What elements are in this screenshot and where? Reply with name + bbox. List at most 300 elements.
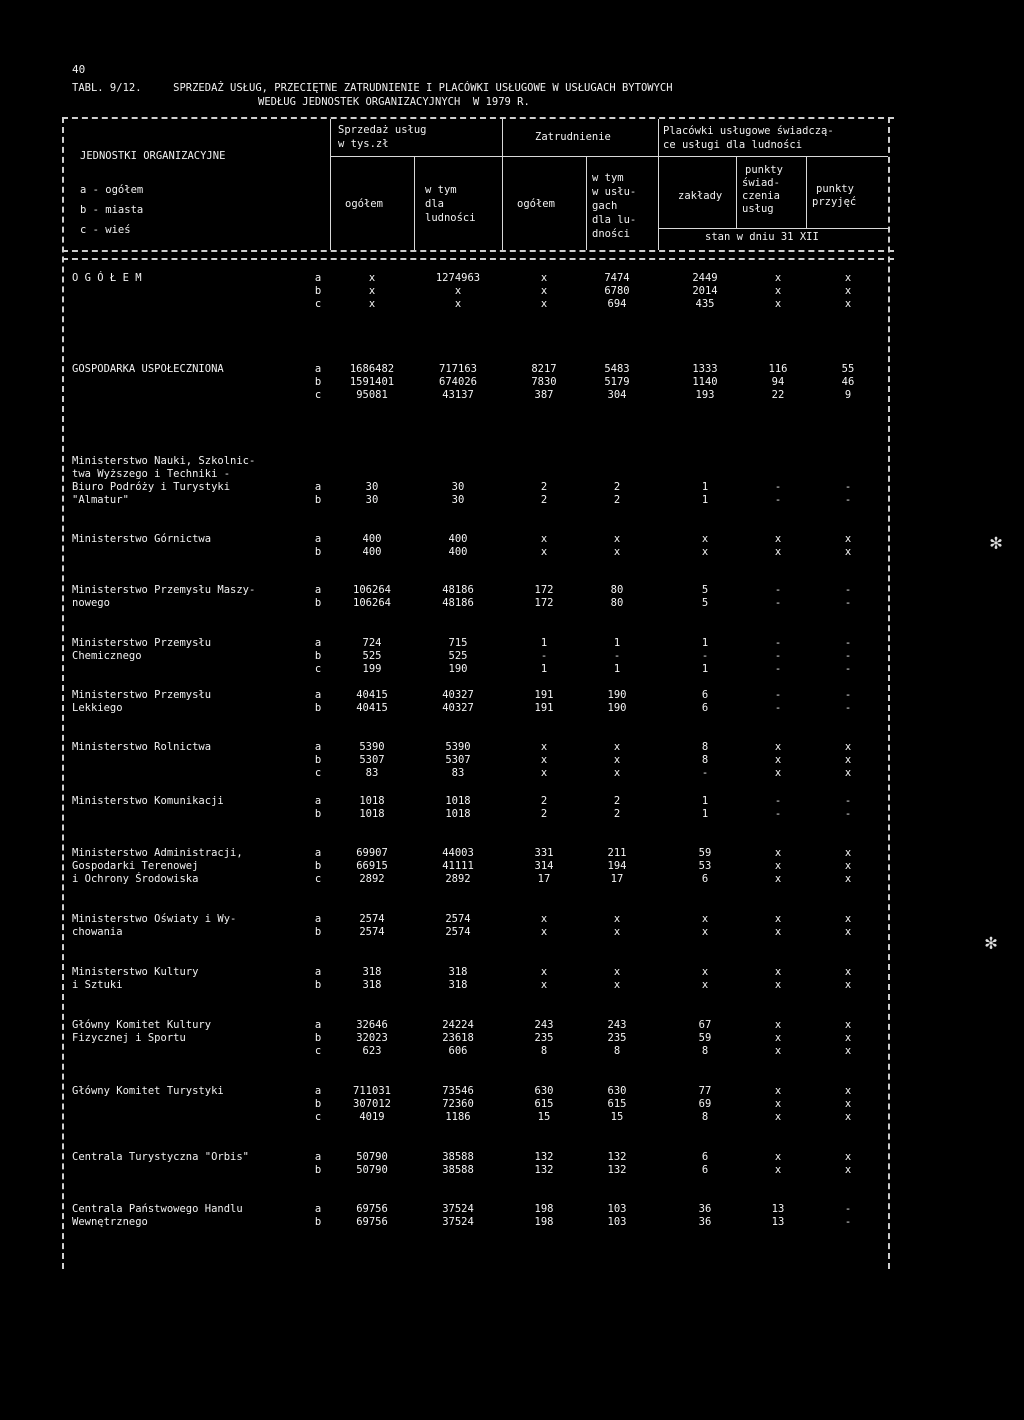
table-cell: 2 <box>613 481 621 493</box>
row-label: nowego <box>72 597 110 609</box>
table-cell: x <box>844 873 852 885</box>
places-points-2: świad- <box>742 177 780 189</box>
table-cell: 95081 <box>356 389 388 401</box>
table-cell: 132 <box>534 1164 554 1176</box>
table-cell: x <box>844 966 852 978</box>
row-key: c <box>314 1111 322 1123</box>
table-cell: 69907 <box>356 847 388 859</box>
table-cell: x <box>613 754 621 766</box>
row-key: b <box>314 979 322 991</box>
table-cell: 1 <box>613 637 621 649</box>
emp-total: ogółem <box>517 198 555 210</box>
table-cell: 8 <box>701 1045 709 1057</box>
table-cell: x <box>540 272 548 284</box>
table-cell: 1 <box>540 637 548 649</box>
table-cell: 5483 <box>604 363 630 375</box>
table-cell: - <box>774 795 782 807</box>
table-cell: 5179 <box>604 376 630 388</box>
table-cell: 1018 <box>359 795 385 807</box>
table-cell: - <box>844 702 852 714</box>
table-cell: - <box>844 584 852 596</box>
table-cell: 615 <box>534 1098 554 1110</box>
row-key: a <box>314 1019 322 1031</box>
table-cell: 30 <box>451 494 465 506</box>
places-recv-2: przyjęć <box>812 196 857 208</box>
row-key: a <box>314 1151 322 1163</box>
table-cell: 72360 <box>442 1098 474 1110</box>
table-cell: 83 <box>451 767 465 779</box>
table-cell: 94 <box>771 376 785 388</box>
table-cell: 15 <box>537 1111 551 1123</box>
table-cell: 2892 <box>445 873 471 885</box>
table-cell: 13 <box>771 1203 785 1215</box>
table-cell: 5390 <box>359 741 385 753</box>
table-cell: x <box>701 913 709 925</box>
row-key: c <box>314 389 322 401</box>
table-cell: x <box>774 873 782 885</box>
row-label: Gospodarki Terenowej <box>72 860 199 872</box>
row-key: b <box>314 860 322 872</box>
table-cell: - <box>613 650 621 662</box>
row-key: b <box>314 494 322 506</box>
table-cell: 17 <box>610 873 624 885</box>
row-key: b <box>314 926 322 938</box>
table-cell: 6 <box>701 1164 709 1176</box>
table-cell: x <box>774 754 782 766</box>
table-cell: 724 <box>362 637 382 649</box>
table-cell: 6 <box>701 689 709 701</box>
table-cell: - <box>774 584 782 596</box>
table-cell: 2 <box>540 808 548 820</box>
table-cell: x <box>774 1151 782 1163</box>
table-cell: x <box>844 1019 852 1031</box>
table-cell: 83 <box>365 767 379 779</box>
table-cell: x <box>540 767 548 779</box>
row-key: a <box>314 481 322 493</box>
table-cell: x <box>844 1098 852 1110</box>
table-cell: 67 <box>698 1019 712 1031</box>
table-cell: x <box>844 1151 852 1163</box>
row-key: b <box>314 650 322 662</box>
table-cell: 1 <box>613 663 621 675</box>
table-cell: 8 <box>701 754 709 766</box>
table-cell: 318 <box>362 966 382 978</box>
table-cell: 23618 <box>442 1032 474 1044</box>
table-cell: 4019 <box>359 1111 385 1123</box>
scan-smudge: ✻ <box>990 530 1003 554</box>
table-cell: x <box>844 847 852 859</box>
table-cell: 80 <box>610 597 624 609</box>
row-key: a <box>314 637 322 649</box>
table-cell: 6 <box>701 1151 709 1163</box>
row-key: a <box>314 363 322 375</box>
table-cell: 623 <box>362 1045 382 1057</box>
table-cell: 116 <box>768 363 788 375</box>
table-cell: 674026 <box>439 376 477 388</box>
table-cell: x <box>540 741 548 753</box>
table-cell: - <box>844 1216 852 1228</box>
table-cell: x <box>540 298 548 310</box>
row-label: Ministerstwo Nauki, Szkolnic- <box>72 455 256 467</box>
table-cell: x <box>774 979 782 991</box>
table-cell: x <box>844 1111 852 1123</box>
table-cell: 5 <box>701 584 709 596</box>
row-label: Centrala Turystyczna "Orbis" <box>72 1151 250 1163</box>
row-key: c <box>314 663 322 675</box>
row-key: a <box>314 847 322 859</box>
table-cell: x <box>540 966 548 978</box>
table-cell: 2574 <box>445 926 471 938</box>
table-cell: x <box>844 860 852 872</box>
table-cell: 69756 <box>356 1203 388 1215</box>
table-cell: 32646 <box>356 1019 388 1031</box>
table-cell: 132 <box>534 1151 554 1163</box>
table-cell: 8 <box>540 1045 548 1057</box>
sales-pop-2: dla <box>425 198 444 210</box>
table-cell: x <box>844 767 852 779</box>
row-label: Główny Komitet Turystyki <box>72 1085 224 1097</box>
table-cell: 400 <box>362 533 382 545</box>
table-cell: 307012 <box>353 1098 391 1110</box>
table-cell: 80 <box>610 584 624 596</box>
table-cell: x <box>844 979 852 991</box>
table-cell: - <box>844 494 852 506</box>
table-cell: 8 <box>701 741 709 753</box>
table-cell: x <box>613 741 621 753</box>
row-label: i Sztuki <box>72 979 123 991</box>
table-cell: x <box>774 741 782 753</box>
table-cell: 6 <box>701 873 709 885</box>
table-cell: 190 <box>448 663 468 675</box>
table-cell: 15 <box>610 1111 624 1123</box>
table-cell: 400 <box>362 546 382 558</box>
table-cell: 55 <box>841 363 855 375</box>
row-key: a <box>314 584 322 596</box>
table-cell: 40327 <box>442 702 474 714</box>
table-cell: 211 <box>607 847 627 859</box>
table-cell: 1 <box>701 795 709 807</box>
table-cell: x <box>540 979 548 991</box>
emp-serv-4: dla lu- <box>592 214 637 226</box>
table-cell: x <box>701 546 709 558</box>
table-cell: - <box>844 689 852 701</box>
table-cell: x <box>774 913 782 925</box>
table-cell: x <box>844 533 852 545</box>
row-label: Wewnętrznego <box>72 1216 148 1228</box>
table-cell: 2574 <box>359 913 385 925</box>
table-cell: x <box>540 754 548 766</box>
table-cell: 48186 <box>442 584 474 596</box>
row-key: a <box>314 1085 322 1097</box>
row-label: twa Wyższego i Techniki - <box>72 468 231 480</box>
row-key: b <box>314 808 322 820</box>
table-cell: 69 <box>698 1098 712 1110</box>
table-cell: x <box>613 546 621 558</box>
table-cell: x <box>613 926 621 938</box>
table-cell: 59 <box>698 847 712 859</box>
row-label: Ministerstwo Przemysłu <box>72 689 212 701</box>
table-cell: 193 <box>695 389 715 401</box>
table-cell: x <box>844 1032 852 1044</box>
table-cell: 318 <box>448 979 468 991</box>
table-cell: 2014 <box>692 285 718 297</box>
table-cell: 38588 <box>442 1151 474 1163</box>
table-cell: x <box>701 966 709 978</box>
row-label: Główny Komitet Kultury <box>72 1019 212 1031</box>
row-key: c <box>314 873 322 885</box>
row-key: b <box>314 1032 322 1044</box>
row-key: c <box>314 767 322 779</box>
table-cell: 525 <box>362 650 382 662</box>
row-key: a <box>314 913 322 925</box>
table-cell: x <box>774 272 782 284</box>
table-cell: - <box>774 481 782 493</box>
table-cell: 53 <box>698 860 712 872</box>
table-title: TABL. 9/12. SPRZEDAŻ USŁUG, PRZECIĘTNE ZATRUDNIENIE I PLACÓWKI USŁUGOWE W USŁUGACH BYTOWYCH <box>72 82 673 94</box>
table-cell: 36 <box>698 1216 712 1228</box>
table-cell: 198 <box>534 1216 554 1228</box>
table-cell: 2 <box>613 494 621 506</box>
table-cell: x <box>774 1019 782 1031</box>
row-label: O G Ó Ł E M <box>72 272 142 284</box>
table-cell: 400 <box>448 533 468 545</box>
table-cell: 314 <box>534 860 554 872</box>
table-cell: x <box>540 533 548 545</box>
table-cell: 66915 <box>356 860 388 872</box>
table-cell: 711031 <box>353 1085 391 1097</box>
emp-serv-1: w tym <box>592 172 624 184</box>
table-cell: - <box>844 1203 852 1215</box>
table-cell: 606 <box>448 1045 468 1057</box>
table-cell: x <box>774 1098 782 1110</box>
table-cell: 387 <box>534 389 554 401</box>
places-date: stan w dniu 31 XII <box>705 231 819 243</box>
sales-pop-1: w tym <box>425 184 457 196</box>
table-cell: - <box>774 494 782 506</box>
table-cell: - <box>540 650 548 662</box>
table-cell: x <box>844 913 852 925</box>
table-cell: x <box>844 754 852 766</box>
legend-a: a - ogółem <box>80 184 144 196</box>
table-cell: 106264 <box>353 597 391 609</box>
table-cell: x <box>844 546 852 558</box>
table-cell: 400 <box>448 546 468 558</box>
table-cell: - <box>844 663 852 675</box>
row-label: Ministerstwo Oświaty i Wy- <box>72 913 237 925</box>
table-cell: 2574 <box>445 913 471 925</box>
table-cell: x <box>613 533 621 545</box>
table-cell: - <box>774 663 782 675</box>
row-label: Ministerstwo Rolnictwa <box>72 741 212 753</box>
table-cell: 1 <box>701 481 709 493</box>
table-cell: 1 <box>701 808 709 820</box>
places-points-4: usług <box>742 203 774 215</box>
table-cell: x <box>844 1164 852 1176</box>
table-cell: 103 <box>607 1203 627 1215</box>
table-cell: x <box>774 298 782 310</box>
row-key: a <box>314 689 322 701</box>
table-cell: 1591401 <box>349 376 395 388</box>
table-cell: 50790 <box>356 1164 388 1176</box>
table-cell: 2892 <box>359 873 385 885</box>
table-cell: 73546 <box>442 1085 474 1097</box>
table-cell: - <box>844 795 852 807</box>
table-cell: 1 <box>701 637 709 649</box>
table-cell: x <box>613 979 621 991</box>
table-cell: 191 <box>534 689 554 701</box>
table-cell: 46 <box>841 376 855 388</box>
table-cell: 172 <box>534 597 554 609</box>
table-cell: 9 <box>844 389 852 401</box>
emp-serv-5: dności <box>592 228 630 240</box>
table-cell: 44003 <box>442 847 474 859</box>
table-cell: 2 <box>540 481 548 493</box>
table-cell: 40415 <box>356 689 388 701</box>
row-label: Fizycznej i Sportu <box>72 1032 186 1044</box>
table-cell: 132 <box>607 1164 627 1176</box>
unit-label: JEDNOSTKI ORGANIZACYJNE <box>80 150 226 162</box>
places-points-1: punkty <box>745 164 783 176</box>
table-cell: 2 <box>613 795 621 807</box>
sales-unit: w tys.zł <box>338 138 389 150</box>
sales-group: Sprzedaż usług <box>338 124 427 136</box>
row-label: i Ochrony Środowiska <box>72 873 199 885</box>
table-cell: 13 <box>771 1216 785 1228</box>
sales-pop-3: ludności <box>425 212 476 224</box>
row-label: Biuro Podróży i Turystyki <box>72 481 231 493</box>
row-key: b <box>314 597 322 609</box>
table-cell: - <box>844 650 852 662</box>
table-cell: 41111 <box>442 860 474 872</box>
table-cell: 2574 <box>359 926 385 938</box>
places-group-2: ce usługi dla ludności <box>663 139 803 151</box>
table-cell: x <box>701 926 709 938</box>
row-key: a <box>314 741 322 753</box>
table-cell: x <box>774 1032 782 1044</box>
table-cell: 199 <box>362 663 382 675</box>
row-label: Ministerstwo Komunikacji <box>72 795 224 807</box>
table-cell: - <box>844 481 852 493</box>
table-cell: x <box>368 285 376 297</box>
row-label: Chemicznego <box>72 650 142 662</box>
table-cell: 24224 <box>442 1019 474 1031</box>
table-cell: 318 <box>362 979 382 991</box>
table-cell: 190 <box>607 702 627 714</box>
row-key: c <box>314 298 322 310</box>
table-cell: 50790 <box>356 1151 388 1163</box>
table-cell: x <box>540 926 548 938</box>
table-cell: 7474 <box>604 272 630 284</box>
table-cell: 5307 <box>359 754 385 766</box>
table-cell: 48186 <box>442 597 474 609</box>
page-number: 40 <box>72 63 86 76</box>
table-cell: 191 <box>534 702 554 714</box>
table-cell: 630 <box>534 1085 554 1097</box>
table-cell: 318 <box>448 966 468 978</box>
table-cell: x <box>540 546 548 558</box>
table-cell: x <box>774 966 782 978</box>
places-points-3: czenia <box>742 190 780 202</box>
table-cell: 1 <box>701 663 709 675</box>
table-cell: - <box>774 808 782 820</box>
row-key: b <box>314 1164 322 1176</box>
table-cell: 243 <box>607 1019 627 1031</box>
emp-serv-3: gach <box>592 200 618 212</box>
table-cell: 30 <box>365 481 379 493</box>
table-cell: x <box>454 298 462 310</box>
table-cell: 37524 <box>442 1216 474 1228</box>
table-cell: 30 <box>365 494 379 506</box>
row-label: "Almatur" <box>72 494 129 506</box>
row-label: Ministerstwo Przemysłu Maszy- <box>72 584 256 596</box>
table-cell: 8217 <box>531 363 557 375</box>
table-cell: 30 <box>451 481 465 493</box>
table-cell: 2 <box>540 795 548 807</box>
table-cell: 717163 <box>439 363 477 375</box>
table-cell: 235 <box>534 1032 554 1044</box>
row-label: Ministerstwo Górnictwa <box>72 533 212 545</box>
table-cell: x <box>844 285 852 297</box>
row-key: b <box>314 702 322 714</box>
table-cell: x <box>774 285 782 297</box>
table-cell: x <box>454 285 462 297</box>
table-cell: 5307 <box>445 754 471 766</box>
row-key: c <box>314 1045 322 1057</box>
table-cell: 1 <box>540 663 548 675</box>
table-cell: 103 <box>607 1216 627 1228</box>
table-cell: 615 <box>607 1098 627 1110</box>
table-cell: 198 <box>534 1203 554 1215</box>
table-cell: x <box>844 1045 852 1057</box>
table-cell: 40415 <box>356 702 388 714</box>
table-cell: 17 <box>537 873 551 885</box>
table-cell: 38588 <box>442 1164 474 1176</box>
table-cell: 1333 <box>692 363 718 375</box>
table-cell: x <box>368 272 376 284</box>
table-cell: 59 <box>698 1032 712 1044</box>
places-plants: zakłady <box>678 190 723 202</box>
scan-smudge: ✻ <box>985 930 998 954</box>
table-cell: x <box>844 272 852 284</box>
table-cell: 331 <box>534 847 554 859</box>
table-cell: - <box>844 637 852 649</box>
table-cell: 132 <box>607 1151 627 1163</box>
table-cell: - <box>844 597 852 609</box>
table-cell: - <box>774 689 782 701</box>
table-cell: x <box>774 926 782 938</box>
table-cell: x <box>540 913 548 925</box>
legend-b: b - miasta <box>80 204 144 216</box>
table-cell: x <box>613 913 621 925</box>
table-cell: x <box>368 298 376 310</box>
table-cell: x <box>774 546 782 558</box>
table-cell: 6 <box>701 702 709 714</box>
table-cell: x <box>701 979 709 991</box>
table-cell: 1018 <box>359 808 385 820</box>
row-key: b <box>314 754 322 766</box>
table-subtitle: WEDŁUG JEDNOSTEK ORGANIZACYJNYCH W 1979 R. <box>258 96 530 108</box>
table-cell: - <box>774 702 782 714</box>
row-label: chowania <box>72 926 123 938</box>
table-cell: - <box>774 650 782 662</box>
table-cell: - <box>701 767 709 779</box>
table-cell: 190 <box>607 689 627 701</box>
table-cell: x <box>844 926 852 938</box>
table-cell: 43137 <box>442 389 474 401</box>
table-cell: 435 <box>695 298 715 310</box>
table-cell: 37524 <box>442 1203 474 1215</box>
table-cell: 1018 <box>445 808 471 820</box>
